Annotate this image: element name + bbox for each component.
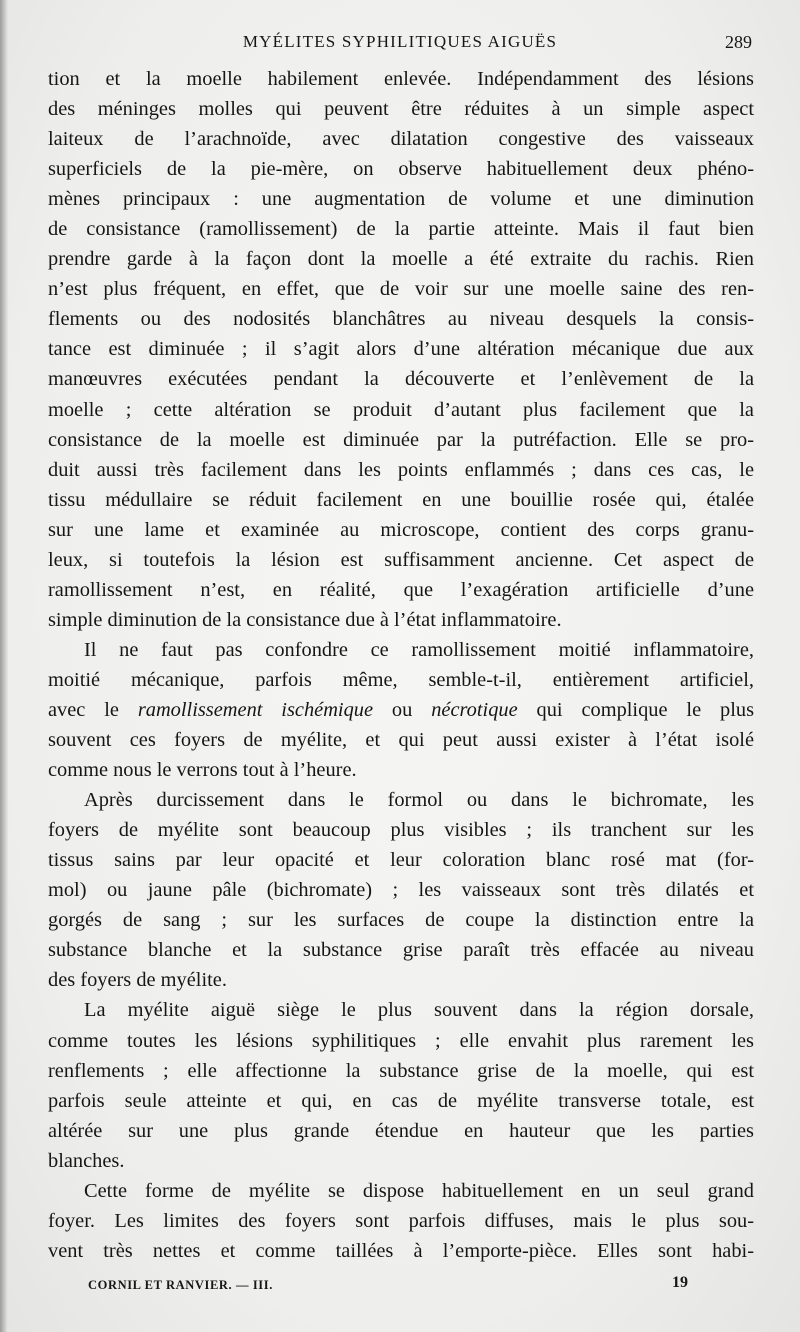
text-line: foyer. Les limites des foyers sont parfois diffuses, mais le plus sou- — [48, 1209, 754, 1232]
text-run: ou — [373, 698, 432, 721]
text-line: altérée sur une plus grande étendue en hauteur que les parties — [48, 1119, 754, 1142]
text-line: manœuvres exécutées pendant la découverte et l’enlèvement de la — [48, 368, 754, 391]
text-line: leux, si toutefois la lésion est suffisamment ancienne. Cet aspect de — [48, 548, 754, 571]
text-line: simple diminution de la consistance due à l’état inflammatoire. — [48, 608, 562, 631]
text-line: gorgés de sang ; sur les surfaces de coupe la distinction entre la — [48, 909, 754, 932]
body-text — [48, 64, 754, 1266]
text-line: souvent ces foyers de myélite, et qui peut aussi exister à l’état isolé — [48, 729, 754, 752]
text-line: ramollissement n’est, en réalité, que l’exagération artificielle d’une — [48, 578, 754, 601]
text-line: duit aussi très facilement dans les points enflammés ; dans ces cas, le — [48, 458, 754, 481]
text-line: mol) ou jaune pâle (bichromate) ; les vaisseaux sont très dilatés et — [48, 879, 754, 902]
text-line: tissu médullaire se réduit facilement en une bouillie rosée qui, étalée — [48, 488, 754, 511]
running-title: MYÉLITES SYPHILITIQUES AIGUËS — [242, 32, 558, 51]
text-line: renflements ; elle affectionne la substance grise de la moelle, qui est — [48, 1059, 754, 1082]
paragraph-2 — [48, 635, 754, 785]
text-line: parfois seule atteinte et qui, en cas de myélite transverse totale, est — [48, 1089, 754, 1112]
text-line: La myélite aiguë siège le plus souvent dans la région dorsale, — [84, 999, 754, 1022]
text-line: tion et la moelle habilement enlevée. Indépendamment des lésions — [48, 68, 754, 90]
text-line: vent très nettes et comme taillées à l’emporte-pièce. Elles sont habi- — [48, 1239, 754, 1262]
italic-term: ramollissement ischémique — [137, 698, 374, 721]
text-line: laiteux de l’arachnoïde, avec dilatation congestive des vaisseaux — [48, 128, 754, 151]
sheet-number: 19 — [672, 1274, 688, 1291]
text-line: tissus sains par leur opacité et leur coloration blanc rosé mat (for- — [48, 849, 754, 872]
text-line: comme nous le verrons tout à l’heure. — [48, 759, 357, 782]
text-run: avec le — [48, 698, 138, 721]
text-line: blanches. — [48, 1149, 125, 1172]
paragraph-4 — [48, 995, 754, 1175]
text-line: superficiels de la pie-mère, on observe habituellement deux phéno- — [48, 158, 754, 181]
text-line: Cette forme de myélite se dispose habituellement en un seul grand — [84, 1179, 754, 1202]
text-line: Après durcissement dans le formol ou dans le bichromate, les — [84, 789, 754, 812]
text-line: de consistance (ramollissement) de la partie atteinte. Mais il faut bien — [48, 218, 754, 241]
text-line: Il ne faut pas confondre ce ramollissement moitié inflammatoire, — [84, 638, 754, 661]
paragraph-1 — [48, 64, 754, 635]
text-line-mixed — [48, 695, 754, 725]
text-line: des foyers de myélite. — [48, 969, 227, 992]
paragraph-3 — [48, 785, 754, 995]
text-line: tance est diminuée ; il s’agit alors d’une altération mécanique due aux — [48, 338, 754, 361]
running-head — [0, 30, 800, 56]
italic-term: nécrotique — [431, 698, 518, 721]
page-number: 289 — [725, 32, 752, 52]
paragraph-5 — [48, 1176, 754, 1266]
text-line: comme toutes les lésions syphilitiques ; elle envahit plus rarement les — [48, 1029, 754, 1052]
printer-signature: CORNIL ET RANVIER. — III. — [88, 1278, 273, 1292]
text-line: n’est plus fréquent, en effet, que de voir sur une moelle saine des ren- — [48, 278, 754, 301]
text-line: prendre garde à la façon dont la moelle a été extraite du rachis. Rien — [48, 248, 754, 271]
text-line: moelle ; cette altération se produit d’autant plus facilement que la — [48, 398, 754, 421]
text-line: flements ou des nodosités blanchâtres au niveau desquels la consis- — [48, 308, 754, 331]
text-line: foyers de myélite sont beaucoup plus visibles ; ils tranchent sur les — [48, 819, 754, 842]
text-line: sur une lame et examinée au microscope, contient des corps granu- — [48, 518, 754, 541]
page-edge-shadow — [0, 0, 8, 1332]
text-line: substance blanche et la substance grise paraît très effacée au niveau — [48, 939, 754, 962]
text-line: consistance de la moelle est diminuée par la putréfaction. Elle se pro- — [48, 428, 754, 451]
text-line: moitié mécanique, parfois même, semble-t-il, entièrement artificiel, — [48, 668, 754, 691]
page-footer — [0, 1274, 800, 1298]
text-line: mènes principaux : une augmentation de volume et une diminution — [48, 188, 754, 211]
text-line: des méninges molles qui peuvent être réduites à un simple aspect — [48, 98, 754, 121]
text-run: qui complique le plus — [517, 698, 755, 721]
